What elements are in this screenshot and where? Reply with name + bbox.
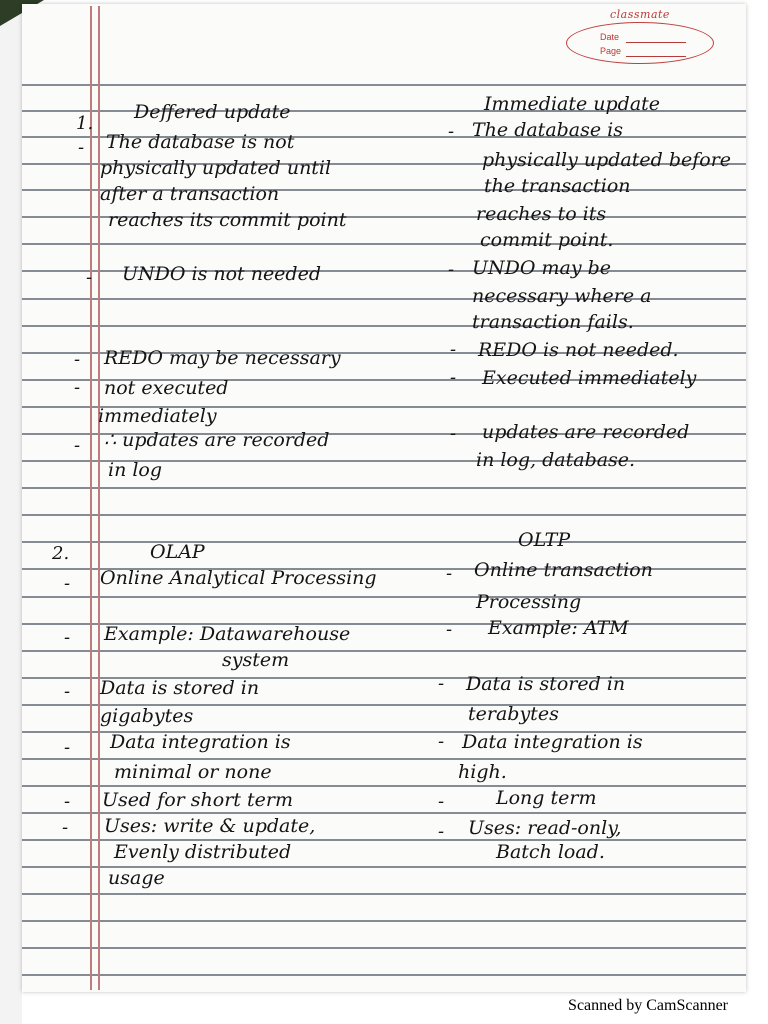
note-line: reaches its commit point: [108, 209, 347, 231]
bullet: -: [78, 137, 85, 158]
bullet: -: [74, 377, 81, 398]
note-line: REDO may be necessary: [104, 347, 341, 369]
note-line: Data integration is: [110, 731, 291, 753]
ruled-line: [22, 893, 746, 895]
note-line: terabytes: [468, 703, 559, 725]
note-line: immediately: [98, 405, 217, 427]
note-line: necessary where a: [472, 285, 652, 307]
brand-oval: [566, 22, 714, 64]
ruled-line: [22, 920, 746, 922]
note-line: usage: [108, 867, 165, 889]
note-line: Data integration is: [462, 731, 643, 753]
section-number: 1.: [76, 113, 94, 134]
ruled-line: [22, 974, 746, 976]
margin-line: [90, 6, 92, 990]
note-line: The database is: [472, 119, 623, 141]
note-line: the transaction: [484, 175, 631, 197]
note-line: reaches to its: [476, 203, 607, 225]
note-line: physically updated until: [100, 157, 332, 179]
note-line: transaction fails.: [472, 311, 634, 333]
brand-header: [560, 8, 716, 70]
note-line: The database is not: [106, 131, 295, 153]
bullet: -: [450, 367, 457, 388]
ruled-line: [22, 947, 746, 949]
margin-line-inner: [98, 6, 100, 990]
bullet: -: [64, 791, 71, 812]
bullet: -: [64, 573, 71, 594]
scanner-watermark: Scanned by CamScanner: [568, 997, 728, 1014]
ruled-line: [22, 785, 746, 787]
note-line: Executed immediately: [482, 367, 697, 389]
note-line: Online transaction: [474, 559, 653, 581]
bullet: -: [64, 627, 71, 648]
note-line: Evenly distributed: [114, 841, 292, 863]
note-line: after a transaction: [100, 183, 280, 205]
section-heading-left: OLAP: [150, 541, 205, 563]
bullet: -: [74, 349, 81, 370]
note-line: physically updated before: [482, 149, 732, 171]
section-heading-right: Immediate update: [484, 93, 661, 115]
bullet: -: [438, 821, 445, 842]
date-line: [626, 42, 686, 43]
note-line: minimal or none: [114, 761, 272, 783]
ruled-line: [22, 541, 746, 543]
ruled-line: [22, 596, 746, 598]
bullet: -: [64, 681, 71, 702]
page-line: [626, 56, 686, 57]
section-heading-left: Deffered update: [134, 101, 291, 123]
ruled-line: [22, 84, 746, 86]
note-line: ∴ updates are recorded: [104, 429, 330, 451]
note-line: Online Analytical Processing: [100, 567, 377, 589]
bullet: -: [450, 339, 457, 360]
note-line: Example: ATM: [488, 617, 629, 639]
bullet: -: [446, 563, 453, 584]
bullet: -: [74, 435, 81, 456]
ruled-line: [22, 325, 746, 327]
bullet: -: [64, 737, 71, 758]
section-number: 2.: [52, 543, 70, 564]
note-line: Uses: read-only,: [468, 817, 622, 839]
note-line: Uses: write & update,: [104, 815, 316, 837]
ruled-line: [22, 243, 746, 245]
note-line: REDO is not needed.: [478, 339, 679, 361]
bullet: -: [438, 791, 445, 812]
note-line: Batch load.: [496, 841, 605, 863]
brand-name: classmate: [610, 8, 670, 21]
note-line: Used for short term: [102, 789, 293, 811]
note-line: Long term: [496, 787, 597, 809]
ruled-line: [22, 487, 746, 489]
note-line: Data is stored in: [466, 673, 626, 695]
scan-background: [0, 0, 22, 1024]
note-line: Data is stored in: [100, 677, 260, 699]
section-heading-right: OLTP: [518, 529, 571, 551]
note-line: Processing: [476, 591, 582, 613]
note-line: UNDO may be: [472, 257, 612, 279]
note-line: updates are recorded: [482, 421, 690, 443]
ruled-line: [22, 650, 746, 652]
note-line: system: [222, 649, 290, 671]
note-line: Example: Datawarehouse: [104, 623, 351, 645]
bullet: -: [86, 267, 93, 288]
note-line: UNDO is not needed: [122, 263, 321, 285]
note-line: in log, database.: [476, 449, 636, 471]
page-label: Page: [600, 46, 622, 56]
bullet: -: [438, 731, 445, 752]
bullet: -: [448, 259, 455, 280]
note-line: in log: [108, 459, 163, 481]
bullet: -: [448, 121, 455, 142]
bullet: -: [446, 619, 453, 640]
note-line: gigabytes: [100, 705, 194, 727]
bullet: -: [62, 817, 69, 838]
bullet: -: [450, 423, 457, 444]
note-line: not executed: [104, 377, 229, 399]
note-line: commit point.: [480, 229, 614, 251]
bullet: -: [438, 673, 445, 694]
date-label: Date: [600, 32, 620, 42]
ruled-line: [22, 514, 746, 516]
note-line: high.: [458, 761, 507, 783]
